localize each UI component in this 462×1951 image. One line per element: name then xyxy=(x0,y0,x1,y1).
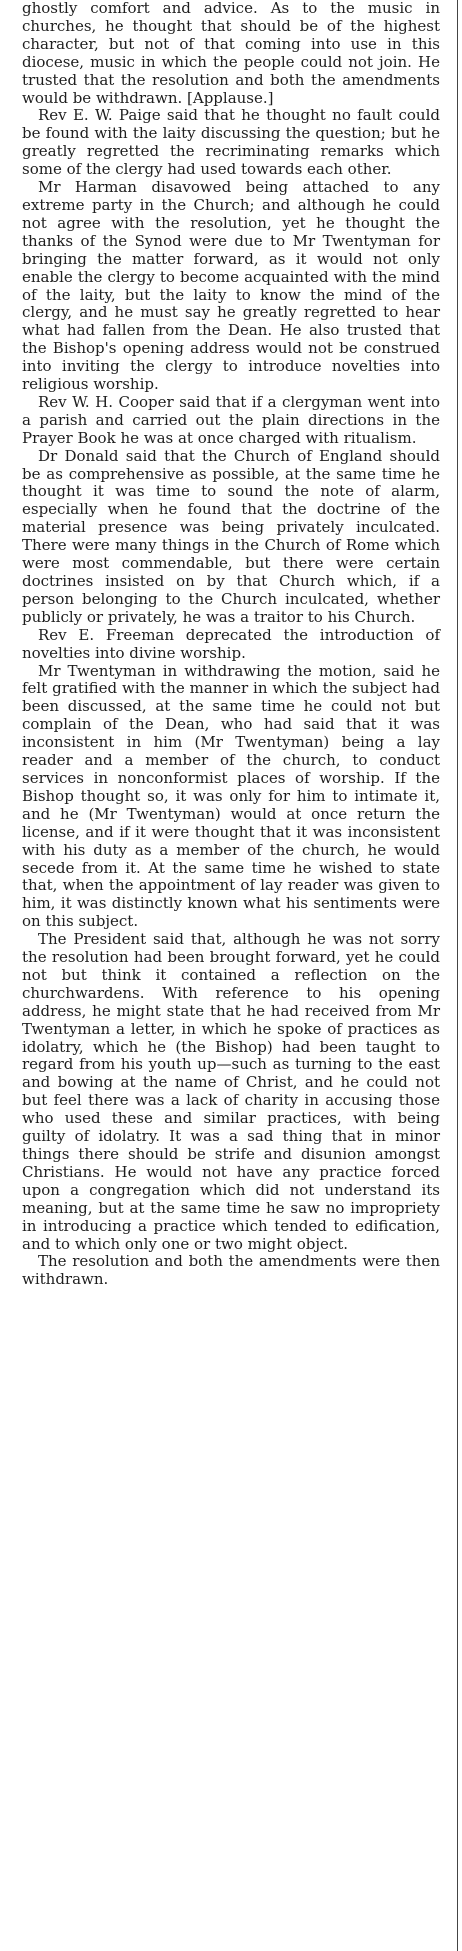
paragraph-harman: Mr Harman disavowed being attached to any extreme party in the Church; and although he could not agree with the resolution, yet he thought the thanks of the Synod were due to Mr Twentyman for bringing the matter forward, as it would not only enable the clergy to become acquainted with the mind of the laity, but the laity to know the mind of the clergy, and he must say he greatly regretted to hear what had fallen from the Dean. He also trusted that the Bishop's opening address would not be construed into inviting the clergy to introduce novelties into religious worship. xyxy=(22,178,440,394)
column-rule xyxy=(457,0,458,1951)
paragraph-freeman: Rev E. Freeman deprecated the introduction of novelties into divine worship. xyxy=(22,625,440,662)
paragraph-donald: Dr Donald said that the Church of England should be as comprehensive as possible, at the same time he thought it was time to sound the note of alarm, especially when he found that the doctrine of the material presence was being privately inculcated. There were many things in the Church of Rome which were most commendable, but there were certain doctrines insisted on by that Church which, if a person belonging to the Church inculcated, whether publicly or privately, he was a traitor to his Church. xyxy=(22,446,440,626)
paragraph-paige: Rev E. W. Paige said that he thought no fault could be found with the laity discussing the question; but he greatly regretted the recriminating remarks which some of the clergy had used towards each other. xyxy=(22,106,440,179)
paragraph-closing-remarks: ghostly comfort and advice. As to the music in churches, he thought that should be of the highest character, but not of that coming into use in this diocese, music in which the people could not join. He trusted that the resolution and both the amendments would be withdrawn. [Applause.] xyxy=(22,0,440,107)
paragraph-conclusion: The resolution and both the amendments were then withdrawn. xyxy=(22,1252,440,1289)
newspaper-column xyxy=(22,0,440,1289)
paragraph-cooper: Rev W. H. Cooper said that if a clergyman went into a parish and carried out the plain directions in the Prayer Book he was at once charged with ritualism. xyxy=(22,392,440,447)
paragraph-twentyman: Mr Twentyman in withdrawing the motion, said he felt gratified with the manner in which the subject had been discussed, at the same time he could not but complain of the Dean, who had said that it was inconsistent in him (Mr Twentyman) being a lay reader and a member of the church, to conduct services in nonconformist places of worship. If the Bishop thought so, it was only for him to intimate it, and he (Mr Twentyman) would at once return the license, and if it were thought that it was inconsistent with his duty as a member of the church, he would secede from it. At the same time he wished to state that, when the appointment of lay reader was given to him, it was distinctly known what his sentiments were on this subject. xyxy=(22,661,440,931)
paragraph-president: The President said that, although he was not sorry the resolution had been brought forward, yet he could not but think it contained a reflection on the churchwardens. With reference to his opening address, he might state that he had received from Mr Twentyman a letter, in which he spoke of practices as idolatry, which he (the Bishop) had been taught to regard from his youth up—such as turning to the east and bowing at the name of Christ, and he could not but feel there was a lack of charity in accusing those who used these and similar practices, with being guilty of idolatry. It was a sad thing that in minor things there should be strife and disunion amongst Christians. He would not have any practice forced upon a congregation which did not understand its meaning, but at the same time he saw no impropriety in introducing a practice which tended to edification, and to which only one or two might object. xyxy=(22,930,440,1253)
